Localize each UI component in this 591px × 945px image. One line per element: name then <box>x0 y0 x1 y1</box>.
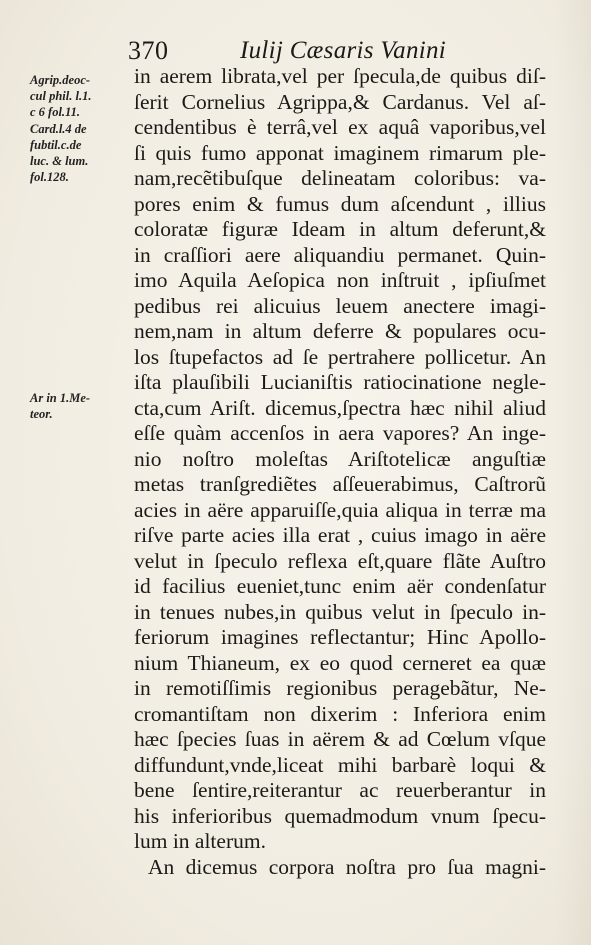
text-line: velut in ſpeculo reflexa eſt,quare flãte Auſtro <box>134 548 546 573</box>
text-line: his inferioribus quemadmodum vnum ſpecu- <box>134 803 546 828</box>
text-line: nam,recẽtibuſque delineatam coloribus: va- <box>134 166 546 190</box>
text-line: cta,cum Ariſt. dicemus,ſpectra hæc nihil aliud <box>134 395 546 420</box>
page-edge-shadow <box>555 0 591 945</box>
text-line: feriorum imagines reflectantur; Hinc Apollo- <box>134 625 546 649</box>
text-line: hæc ſpecies ſuas in aërem & ad Cœlum vſque <box>134 727 546 751</box>
running-head: Iulij Cæsaris Vanini <box>240 37 447 64</box>
text-line: pedibus rei alicuius leuem anectere imagi- <box>134 293 546 318</box>
text-line: in craſſiori aere aliquandiu permanet. Quin- <box>134 242 546 267</box>
text-line: id facilius eueniet,tunc enim aër condenſatur <box>134 574 546 598</box>
text-line: diffundunt,vnde,liceat mihi barbarè loqui & <box>134 752 546 777</box>
margin-note-line: fubtil.c.de <box>30 137 82 152</box>
text-line: in remotiſſimis regionibus peragebãtur, Ne- <box>134 676 546 700</box>
text-line: metas tranſgrediẽtes aſſeuerabimus, Caſtrorũ <box>134 472 546 496</box>
margin-note-line: fol.128. <box>30 170 69 185</box>
text-line: ſerit Cornelius Agrippa,& Cardanus. Vel aſ- <box>134 89 546 114</box>
text-line: nio noſtro moleſtas Ariſtotelicæ anguſtiæ <box>134 446 546 471</box>
margin-note-line: Agrip.deoc- <box>30 73 91 87</box>
text-line: imo Aquila Aeſopica non inſtruit , ipſiuſmet <box>134 268 546 292</box>
text-line: cromantiſtam non dixerim : Inferiora enim <box>134 701 546 726</box>
main-text-block <box>134 64 546 880</box>
margin-note-line: teor. <box>30 407 53 422</box>
page-number: 370 <box>128 36 169 65</box>
text-line: lum in alterum. <box>134 829 266 853</box>
text-line: eſſe quàm accenſos in aera vapores? An inge- <box>134 421 546 445</box>
margin-note-line: Card.l.4 de <box>30 121 87 136</box>
text-line: iſta plauſibili Lucianiſtis ratiocinatione negle- <box>134 370 546 394</box>
text-line: in tenues nubes,in quibus velut in ſpeculo in- <box>134 599 546 624</box>
text-line: acies in aëre apparuiſſe,quia aliqua in terræ ma <box>134 497 546 522</box>
margin-note-line: c 6 fol.11. <box>30 105 80 120</box>
text-line: An dicemus corpora noſtra pro ſua magni- <box>148 854 546 879</box>
text-line: nium Thianeum, ex eo quod cerneret ea quæ <box>134 650 546 675</box>
text-line: riſve parte acies illa erat , cuius imago in aëre <box>134 523 546 547</box>
text-line: los ſtupefactos ad ſe pertrahere pollicetur. An <box>134 344 546 369</box>
text-line: in aerem librata,vel per ſpecula,de quibus diſ- <box>134 64 546 88</box>
margin-note-citation-agrippa-cardano <box>30 72 128 185</box>
text-line: cendentibus è terrâ,vel ex aquâ vaporibus,vel <box>134 115 546 139</box>
margin-note-citation-aristotle <box>30 390 128 422</box>
margin-note-line: Ar in 1.Me- <box>30 391 91 405</box>
text-line: nem,nam in altum deferre & populares ocu- <box>134 319 546 343</box>
page-header <box>128 34 548 68</box>
margin-note-line: luc. & lum. <box>30 153 89 168</box>
margin-note-line: cul phil. l.1. <box>30 89 92 104</box>
text-line: pores enim & fumus dum aſcendunt , illius <box>134 191 546 216</box>
text-line: ſi quis fumo apponat imaginem rimarum ple- <box>134 140 546 165</box>
text-line: bene ſentire,reiterantur ac reuerberantur in <box>134 778 546 802</box>
text-line: coloratæ figuræ Ideam in altum deferunt,& <box>134 217 546 241</box>
